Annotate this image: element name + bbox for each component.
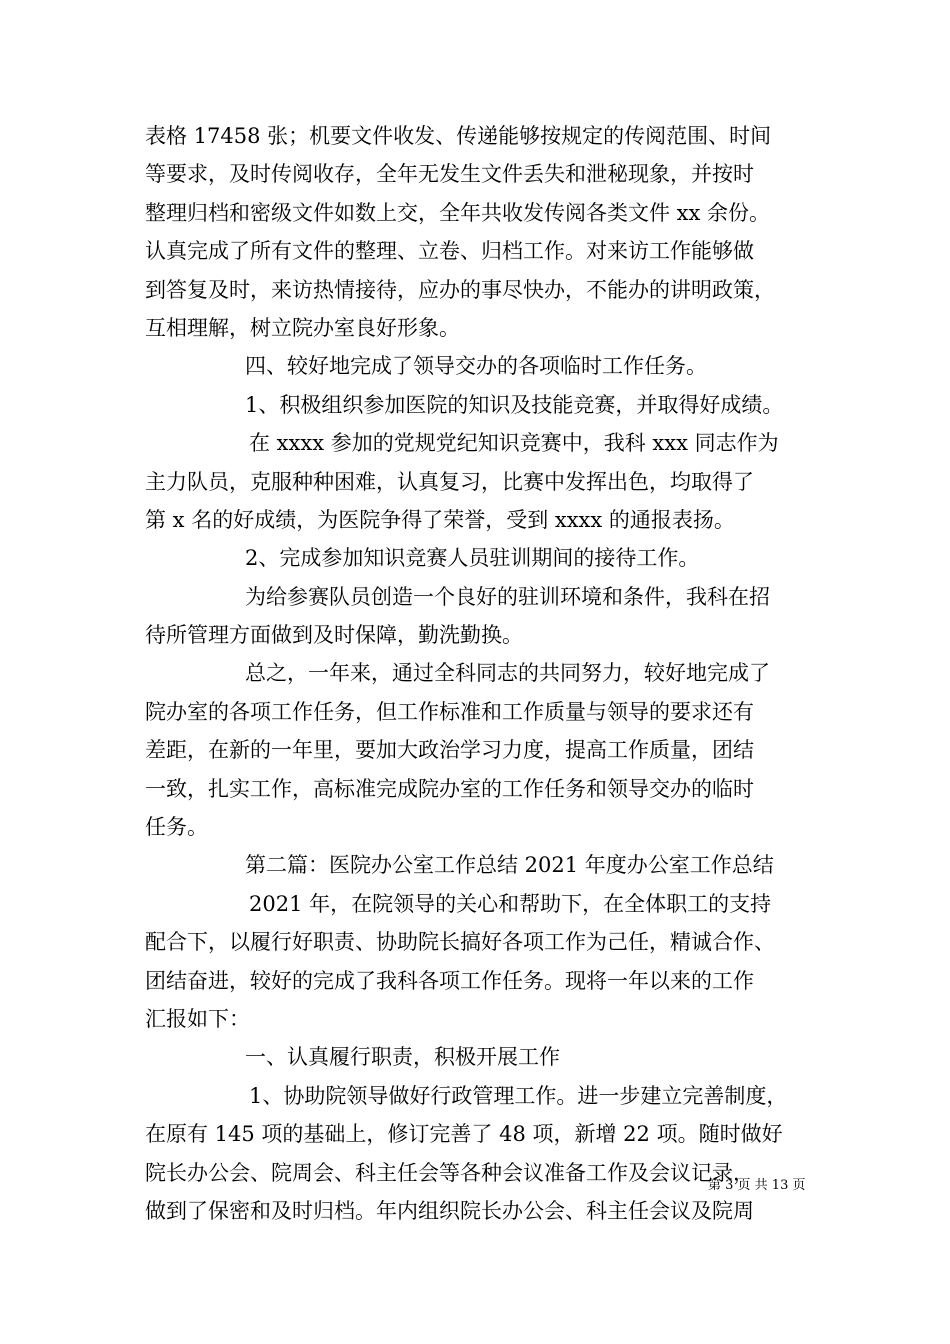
- text-line: 整理归档和密级文件如数上交，全年共收发传阅各类文件 xx 余份。: [145, 200, 771, 225]
- text-line: 配合下，以履行好职责、协助院长搞好各项工作为己任，精诚合作、: [145, 930, 775, 955]
- text-line: 认真完成了所有文件的整理、立卷、归档工作。对来访工作能够做: [145, 239, 754, 264]
- text-line: 在 xxxx 参加的党规党纪知识竞赛中，我科 xxx 同志作为: [249, 431, 779, 456]
- text-line: 为给参赛队员创造一个良好的驻训环境和条件，我科在招: [245, 584, 770, 609]
- text-line: 院长办公会、院周会、科主任会等各种会议准备工作及会议记录，: [145, 1160, 754, 1185]
- text-line: 表格 17458 张；机要文件收发、传递能够按规定的传阅范围、时间: [145, 124, 772, 148]
- text-line: 一致，扎实工作，高标准完成院办室的工作任务和领导交办的临时: [145, 776, 754, 801]
- subsection-heading: 1、积极组织参加医院的知识及技能竞赛，并取得好成绩。: [245, 392, 784, 417]
- text-line: 差距，在新的一年里，要加大政治学习力度，提高工作质量，团结: [145, 738, 754, 763]
- chapter-title: 第二篇：医院办公室工作总结 2021 年度办公室工作总结: [245, 853, 774, 878]
- subsection-heading: 1、协助院领导做好行政管理工作。进一步建立完善制度，: [249, 1083, 788, 1108]
- text-line: 2021 年，在院领导的关心和帮助下，在全体职工的支持: [249, 891, 772, 916]
- text-line: 到答复及时，来访热情接待，应办的事尽快办，不能办的讲明政策，: [145, 277, 775, 302]
- subsection-heading: 2、完成参加知识竞赛人员驻训期间的接待工作。: [245, 546, 700, 571]
- text-line: 互相理解，树立院办室良好形象。: [145, 315, 460, 340]
- text-line: 在原有 145 项的基础上，修订完善了 48 项，新增 22 项。随时做好: [145, 1122, 783, 1147]
- text-line: 总之，一年来，通过全科同志的共同努力，较好地完成了: [245, 661, 770, 686]
- text-line: 第 x 名的好成绩，为医院争得了荣誉，受到 xxxx 的通报表扬。: [145, 507, 735, 532]
- text-line: 等要求，及时传阅收存，全年无发生文件丢失和泄秘现象，并按时: [145, 162, 754, 187]
- page-number-footer: 第 3 页 共 13 页: [708, 1178, 806, 1193]
- text-line: 主力队员，克服种种困难，认真复习，比赛中发挥出色，均取得了: [145, 469, 754, 494]
- text-line: 汇报如下：: [145, 1006, 250, 1031]
- text-line: 任务。: [145, 815, 208, 840]
- section-heading: 四、较好地完成了领导交办的各项临时工作任务。: [245, 354, 707, 379]
- text-line: 团结奋进，较好的完成了我科各项工作任务。现将一年以来的工作: [145, 968, 754, 993]
- section-heading: 一、认真履行职责，积极开展工作: [245, 1045, 560, 1070]
- text-line: 做到了保密和及时归档。年内组织院长办公会、科主任会议及院周: [145, 1198, 754, 1223]
- text-line: 待所管理方面做到及时保障，勤洗勤换。: [145, 623, 523, 648]
- text-line: 院办室的各项工作任务，但工作标准和工作质量与领导的要求还有: [145, 699, 754, 724]
- document-body: [145, 117, 810, 1230]
